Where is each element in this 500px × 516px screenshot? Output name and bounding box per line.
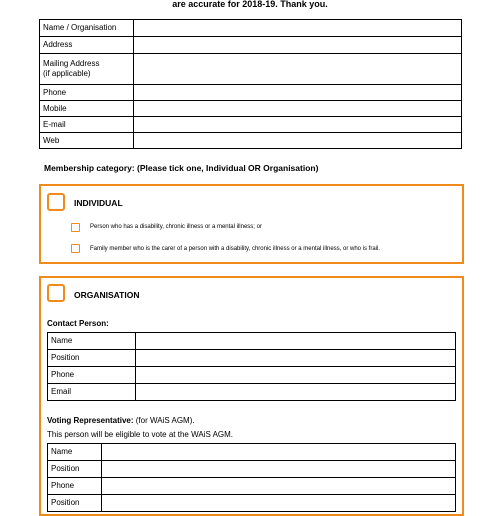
contact-details-table xyxy=(39,19,462,149)
table-row xyxy=(40,37,462,54)
mobile-field[interactable] xyxy=(134,101,462,117)
voting-phone-label: Phone xyxy=(48,478,102,495)
individual-option-1-checkbox[interactable] xyxy=(71,223,80,232)
contact-position-field[interactable] xyxy=(136,350,456,367)
table-row xyxy=(48,333,456,350)
individual-title: INDIVIDUAL xyxy=(74,198,123,208)
voting-position-field[interactable] xyxy=(102,461,456,478)
email-field[interactable] xyxy=(134,117,462,133)
voting-phone-field[interactable] xyxy=(102,478,456,495)
phone-field[interactable] xyxy=(134,85,462,101)
voting-name-label: Name xyxy=(48,444,102,461)
voting-representative-table xyxy=(47,443,456,512)
contact-position-label: Position xyxy=(48,350,136,367)
membership-category-heading: Membership category: (Please tick one, Individual OR Organisation) xyxy=(44,163,319,173)
table-row xyxy=(40,117,462,133)
individual-option-2-checkbox[interactable] xyxy=(71,244,80,253)
table-row xyxy=(48,444,456,461)
contact-email-label: Email xyxy=(48,384,136,401)
table-row xyxy=(48,461,456,478)
voting-position-2-field[interactable] xyxy=(102,495,456,512)
voting-representative-note: (for WAiS AGM). xyxy=(133,416,195,425)
table-row xyxy=(48,384,456,401)
table-row xyxy=(48,478,456,495)
email-label: E-mail xyxy=(40,117,134,133)
voting-representative-heading xyxy=(47,416,195,425)
voting-position-label: Position xyxy=(48,461,102,478)
address-label: Address xyxy=(40,37,134,54)
contact-phone-field[interactable] xyxy=(136,367,456,384)
contact-phone-label: Phone xyxy=(48,367,136,384)
organisation-title: ORGANISATION xyxy=(74,290,140,300)
voting-position-2-label: Position xyxy=(48,495,102,512)
contact-name-label: Name xyxy=(48,333,136,350)
web-label: Web xyxy=(40,133,134,149)
address-field[interactable] xyxy=(134,37,462,54)
mailing-address-field[interactable] xyxy=(134,54,462,85)
mailing-address-label xyxy=(40,54,134,85)
phone-label: Phone xyxy=(40,85,134,101)
individual-checkbox[interactable] xyxy=(47,193,65,211)
individual-option-2-label: Family member who is the carer of a person with a disability, chronic illness or a mental illness, or who is frail. xyxy=(90,246,380,252)
table-row xyxy=(40,54,462,85)
name-organisation-field[interactable] xyxy=(134,20,462,37)
voting-representative-label: Voting Representative: xyxy=(47,416,134,425)
table-row xyxy=(40,20,462,37)
mailing-address-label-line1: Mailing Address xyxy=(43,59,100,68)
contact-email-field[interactable] xyxy=(136,384,456,401)
mobile-label: Mobile xyxy=(40,101,134,117)
web-field[interactable] xyxy=(134,133,462,149)
table-row xyxy=(48,350,456,367)
table-row xyxy=(40,101,462,117)
mailing-address-label-line2: (if applicable) xyxy=(43,69,91,78)
contact-person-table xyxy=(47,332,456,401)
voting-name-field[interactable] xyxy=(102,444,456,461)
name-organisation-label: Name / Organisation xyxy=(40,20,134,37)
intro-text: are accurate for 2018-19. Thank you. xyxy=(172,0,328,9)
contact-name-field[interactable] xyxy=(136,333,456,350)
table-row xyxy=(40,133,462,149)
table-row xyxy=(40,85,462,101)
voting-eligibility-note: This person will be eligible to vote at the WAiS AGM. xyxy=(47,430,234,439)
table-row xyxy=(48,367,456,384)
organisation-checkbox[interactable] xyxy=(47,284,65,302)
table-row xyxy=(48,495,456,512)
contact-person-heading: Contact Person: xyxy=(47,319,109,328)
individual-option-1-label: Person who has a disability, chronic illness or a mental illness; or xyxy=(90,224,262,230)
